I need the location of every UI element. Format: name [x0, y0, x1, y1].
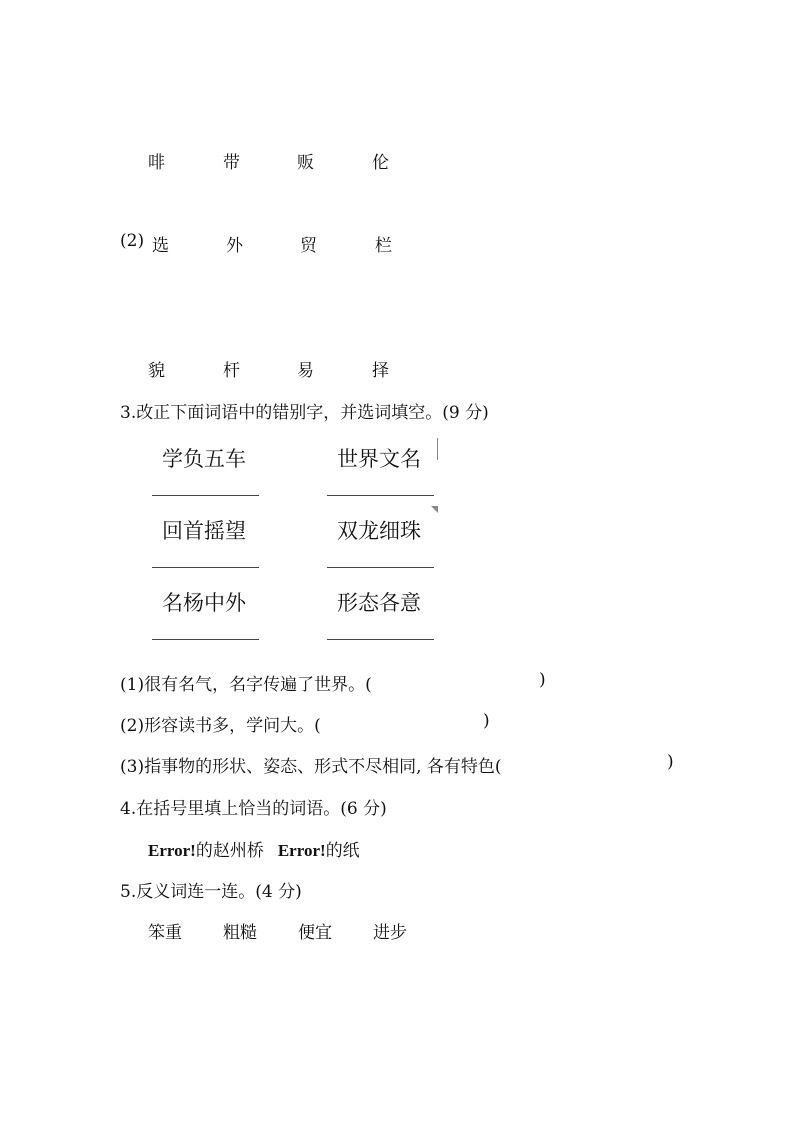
question-3-title: 3.改正下面词语中的错别字，并选词填空。(9 分)	[120, 403, 489, 423]
idiom: 回首摇望	[162, 519, 246, 543]
phrase: 的纸	[325, 841, 360, 861]
char: 外	[226, 236, 243, 256]
char: 貌	[148, 361, 165, 381]
error-field: Error!	[148, 841, 196, 860]
answer-line[interactable]	[152, 495, 259, 496]
char: 贸	[300, 236, 317, 256]
char: 啡	[148, 153, 165, 173]
idiom: 形态各意	[337, 591, 421, 615]
margin-bar	[437, 438, 438, 460]
question-4-answers	[148, 836, 360, 861]
fill-item-1: (1)很有名气，名字传遍了世界。(	[120, 675, 372, 695]
corner-marker-icon	[431, 506, 438, 513]
idiom: 名杨中外	[162, 591, 246, 615]
fill-item-1-close: )	[539, 670, 546, 690]
fill-item-3: (3)指事物的形状、姿态、形式不尽相同, 各有特色(	[120, 757, 502, 777]
answer-line[interactable]	[327, 495, 434, 496]
answer-line[interactable]	[152, 639, 259, 640]
antonym-word: 进步	[373, 923, 407, 943]
fill-item-3-close: )	[667, 752, 674, 772]
fill-item-2-close: )	[483, 711, 490, 731]
answer-line[interactable]	[327, 567, 434, 568]
antonym-word: 笨重	[148, 923, 182, 943]
char: 带	[223, 153, 240, 173]
question-4-title: 4.在括号里填上恰当的词语。(6 分)	[120, 799, 387, 819]
char: 栏	[375, 236, 392, 256]
char: 易	[297, 361, 314, 381]
char: 杆	[223, 361, 240, 381]
question-5-title: 5.反义词连一连。(4 分)	[120, 882, 302, 902]
char: 伦	[372, 153, 389, 173]
phrase: 的赵州桥	[195, 841, 264, 861]
answer-line[interactable]	[152, 567, 259, 568]
char: 择	[372, 361, 389, 381]
idiom: 世界文名	[337, 447, 421, 471]
answer-line[interactable]	[327, 639, 434, 640]
antonym-word: 便宜	[298, 923, 332, 943]
item-number: (2)	[120, 231, 145, 251]
fill-item-2: (2)形容读书多，学问大。(	[120, 716, 321, 736]
antonym-word: 粗糙	[223, 923, 257, 943]
error-field: Error!	[277, 841, 326, 860]
char: 贩	[297, 153, 314, 173]
idiom: 双龙细珠	[337, 519, 421, 543]
char: 选	[152, 236, 169, 256]
idiom: 学负五车	[162, 447, 246, 471]
